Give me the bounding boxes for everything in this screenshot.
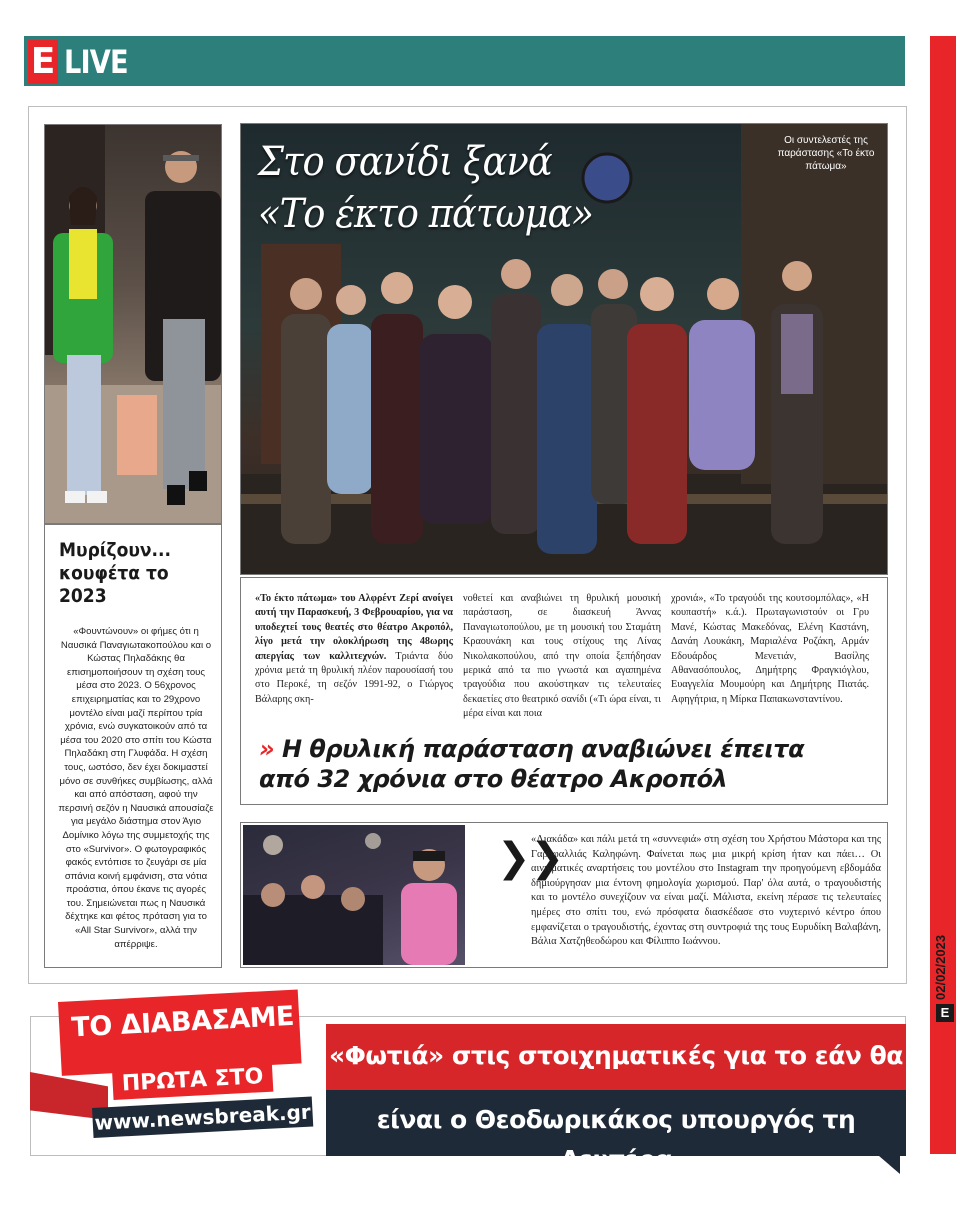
photo-caption: Οι συντελεστές της παράστασης «Το έκτο πάτωμα» [777, 135, 875, 172]
side-story [44, 524, 222, 968]
pull-quote [259, 734, 879, 794]
side-story-title: Μυρίζουν... κουφέτα το 2023 [59, 539, 172, 607]
main-headline-line-2: «Το έκτο πάτωμα» [258, 191, 593, 237]
banner-url-link[interactable]: www.newsbreak.gr [92, 1096, 313, 1137]
main-headline-line-1: Στο σανίδι ξανά [258, 139, 552, 185]
banner-arrow-icon [872, 1150, 900, 1174]
banner-headline-line-1[interactable]: «Φωτιά» στις στοιχηματικές για το εάν θα [329, 1041, 903, 1070]
section-header-bar [24, 36, 905, 86]
pull-quote-line-2: από 32 χρόνια στο θέατρο Ακροπόλ [259, 765, 728, 793]
page-logo-icon: E [936, 1004, 954, 1022]
couple-photo-illustration [45, 125, 222, 524]
couple-photo[interactable] [44, 124, 222, 524]
article-column-3: χρονιά», «Το τραγούδι της κουτσομπόλας», «Η κουπαστή» κ.ά.). Πρωταγωνιστούν οι Γρυ Μανέ, Κώστας Μακεδόνας, Ελένη Καστάνη, Δανάη Λουκάκη, Μαριαλένα Ροζάκη, Αρμάν Εδουάρδος Μενετιάν, Βασίλης Αθανασόπουλος, Δημήτρης Φραγκιόγλου, Ευαγγελία Μουμούρη και Δημήτρης Πιατάς. Αφηγήτρια, η Μίρκα Παπακωνσταντίνου. [671, 593, 869, 705]
page-date-text: 02/02/2023 [933, 934, 948, 1000]
magazine-logo[interactable]: E [28, 40, 58, 84]
banner-label-line-2: ΠΡΩΤΑ ΣΤΟ [112, 1062, 273, 1100]
article-lede: «Το έκτο πάτωμα» του Αλφρέντ Ζερί ανοίγει αυτή την Παρασκευή, 3 Φεβρουαρίου, για να υποδεχτεί τους θεατές στο θέατρο Ακροπόλ, λίγο μετά την ολοκλήρωση της 48ωρης απεργίας των καλλιτεχνών. [255, 593, 453, 662]
article-column-2: νοθετεί και αναβιώνει τη θρυλική μουσική παράσταση, σε διασκευή Άννας Παναγιωτοπούλου, με τη μουσική του Σταμάτη Κραουνάκη και τους στίχους της Λίνας Νικολακοπούλου, από την οποία ξεπήδησαν μερικά από τα πιο γνωστά και αγαπημένα τραγούδια που ακούστηκαν τις τελευταίες δεκαετίες στο θεατρικό σανίδι («Τι ώρα είναι, τι μέρα είναι και ποια [463, 593, 661, 720]
section-title: LIVE [64, 43, 128, 81]
second-story-body: «Λιακάδα» και πάλι μετά τη «συννεφιά» στη σχέση του Χρήστου Μάστορα και της Γαρυφαλλιάς Καληφώνη. Φαίνεται πως μια μικρή κρίση ήταν και πάει… Οι αινιγματικές αναρτήσεις του μοντέλου στο Instagram την προηγούμενη εβδομάδα δημιούργησαν μια έντονη φημολογία χωρισμού. Παρ' όλα αυτά, ο τραγουδιστής και το μοντέλο συνεχίζουν να είναι μαζί. Μάλιστα, εκείνη πέρασε τις τελευταίες ημέρες στο σπίτι του, ενώ πρόσφατα διασκέδασε στο νυχτερινό κέντρο όπου εμφανίζεται ο τραγουδιστής, έχοντας στη συντροφιά της τους Ευρυδίκη Βαλαβάνη, Βάλια Χατζηθεοδώρου και Φίλιππο Ιωάννου. [531, 834, 881, 948]
banner-label-line-1: ΤΟ ΔΙΑΒΑΣΑΜΕ [70, 1000, 295, 1044]
quote-icon: ❯❯ [497, 835, 565, 881]
article-column-1-body: Τριάντα δύο χρόνια μετά τη θρυλική πλέον παρουσίασή του στο Περοκέ, τη σεζόν 1991-92, ο Γιώργος Βάλαρης σκη- [255, 650, 453, 705]
nightclub-photo[interactable] [243, 825, 465, 965]
pull-quote-icon: » [259, 735, 275, 763]
main-article [240, 577, 888, 805]
second-story [240, 822, 888, 968]
banner-headline-line-2[interactable]: είναι ο Θεοδωρικάκος υπουργός τη Δευτέρα [376, 1105, 856, 1174]
side-story-body: «Φουντώνουν» οι φήμες ότι η Ναυσικά Παναγιωτακοπούλου και ο Κώστας Πηλαδάκης θα επισημοποιήσουν τη σχέση τους μέσα στο 2023. Ο 56χρονος επιχειρηματίας και το 29χρονο μοντέλο είναι μαζί περίπου τρία χρόνια, ενώ συγκατοικούν από τα μέσα του 2020 στο σπίτι του Κώστα Πηλαδάκη στη Γλυφάδα. Η σχέση τους, ωστόσο, δεν έχει δοκιμαστεί μόνο σε συνθήκες συμβίωσης, αλλά και από απόσταση, αφού την περσινή σεζόν η Ναυσικά απουσίαζε για μεγάλο διάστημα στον Άγιο Δομίνικο λόγω της συμμετοχής της στο «Survivor». Ο φωτογραφικός φακός εντόπισε το ζευγάρι σε μία σπάνια κοινή εμφάνιση, στα νότια προάστια, όπου έκανε τις αγορές του. Σημειώνεται πως η Ναυσικά δέχτηκε και φέτος πρόταση για το «All Star Survivor», αλλά την απέρριψε. [58, 626, 214, 950]
page-date [933, 934, 953, 1000]
article-column-1 [255, 592, 453, 707]
nightclub-photo-illustration [243, 825, 465, 965]
pull-quote-line-1: Η θρυλική παράσταση αναβιώνει έπειτα [281, 735, 805, 763]
